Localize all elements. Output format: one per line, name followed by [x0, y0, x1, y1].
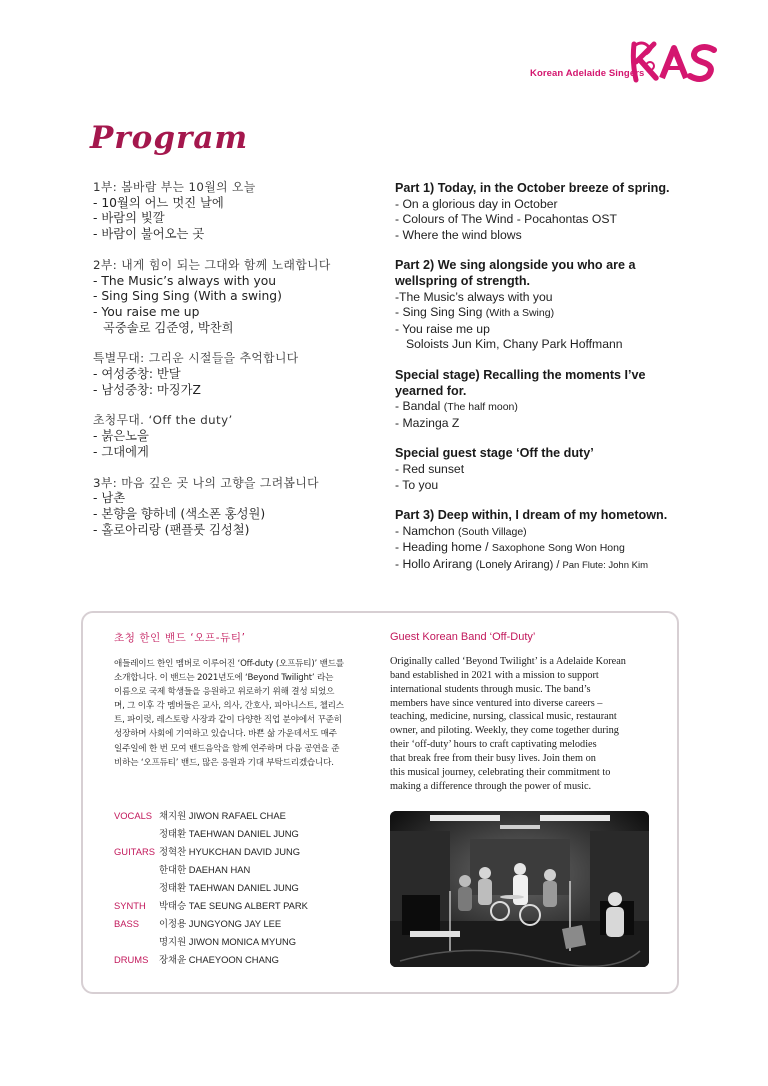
desc-line: making a difference through the power of music.	[390, 780, 592, 792]
desc-line: international students through music. The band’s	[390, 683, 591, 695]
song-item	[395, 557, 685, 574]
member-row	[114, 933, 308, 951]
section-heading: Special stage) Recalling the moments I’ve	[395, 367, 646, 382]
song-item: - Red sunset	[395, 461, 465, 476]
band-description-korean	[114, 657, 370, 770]
program-ko-part3	[93, 476, 383, 539]
desc-line: 일주일에 한 번 모여 밴드음악을 함께 연주하며 다음 공연을 준	[114, 743, 340, 754]
song-item: - 여성중창: 반달	[93, 367, 181, 382]
soloists: Soloists Jun Kim, Chany Park Hoffmann	[406, 337, 623, 352]
member-name: 한대한 DAEHAN HAN	[159, 864, 251, 875]
song-title: - Namchon	[395, 523, 458, 538]
song-subtitle: (The half moon)	[443, 401, 518, 414]
member-row	[114, 861, 308, 879]
member-name: 정태환 TAEHWAN DANIEL JUNG	[159, 882, 299, 893]
band-photo	[390, 811, 649, 967]
member-row	[114, 879, 308, 897]
program-en-guest	[395, 446, 685, 493]
desc-line: teaching, medicine, nursing, classical music, restaurant	[390, 711, 617, 723]
song-item: - Colours of The Wind - Pocahontas OST	[395, 212, 617, 227]
song-item: - 남촌	[93, 491, 126, 506]
soloists: 곡중솔로 김준영, 박찬희	[103, 320, 234, 335]
member-row	[114, 915, 308, 933]
desc-line: Originally called ‘Beyond Twilight’ is a Adelaide Korean	[390, 656, 626, 667]
member-row	[114, 807, 308, 825]
section-heading: 3부: 마음 깊은 곳 나의 고향을 그려봅니다	[93, 475, 319, 490]
band-description-english	[390, 655, 665, 793]
program-ko-part2	[93, 258, 383, 337]
program-ko-part1	[93, 180, 383, 243]
desc-line: 애들레이드 한인 멤버로 이루어진 ‘Off-duty (오프듀티)’ 밴드를	[114, 659, 344, 669]
section-heading: 초청무대. ‘Off the duty’	[93, 413, 233, 428]
section-heading: 특별무대: 그리운 시절들을 추억합니다	[93, 351, 299, 366]
section-heading-cont: wellspring of strength.	[395, 273, 531, 288]
desc-line: this musical journey, celebrating their commitment to	[390, 766, 611, 778]
song-item	[395, 524, 685, 541]
member-role: DRUMS	[114, 954, 149, 965]
song-item: - On a glorious day in October	[395, 196, 558, 211]
band-rehearsal-image	[390, 811, 649, 967]
member-name: 정혁찬 HYUKCHAN DAVID JUNG	[159, 846, 301, 857]
member-name: 장채윤 CHAEYOON CHANG	[159, 954, 279, 965]
desc-line: their ‘off-duty’ hours to craft captivating melodies	[390, 739, 597, 751]
program-en-part3	[395, 508, 685, 573]
program-en-part2	[395, 258, 685, 353]
song-subtitle: (South Village)	[458, 525, 527, 538]
band-title-english: Guest Korean Band ‘Off-Duty’	[390, 631, 536, 643]
song-item: - The Music’s always with you	[93, 273, 277, 288]
desc-line: band established in 2021 with a mission to support	[390, 669, 599, 681]
section-heading: Part 1) Today, in the October breeze of spring.	[395, 181, 670, 195]
song-item: - Mazinga Z	[395, 415, 460, 430]
song-item: - 바람의 빛깔	[93, 211, 165, 226]
desc-line: 비하는 ‘오프듀티’ 밴드, 많은 응원과 기대 부탁드리겠습니다.	[114, 757, 334, 768]
song-title: - Sing Sing Sing	[395, 305, 486, 320]
program-en-special	[395, 368, 685, 431]
song-title: - Hollo Arirang	[395, 556, 476, 571]
member-name: 정태환 TAEHWAN DANIEL JUNG	[159, 828, 299, 839]
program-ko-guest	[93, 413, 383, 460]
song-item: - 붉은노을	[93, 429, 149, 444]
song-item: -The Music’s always with you	[395, 289, 553, 304]
member-role: GUITARS	[114, 846, 155, 857]
member-row	[114, 843, 308, 861]
song-subtitle: (Lonely Arirang) /	[475, 558, 563, 571]
member-role	[114, 879, 159, 897]
member-role	[114, 825, 159, 843]
desc-line: 성장하며 사회에 기여하고 있습니다. 바쁜 삶 가운데서도 매주	[114, 729, 337, 740]
band-member-list	[114, 807, 308, 969]
section-heading: Special guest stage ‘Off the duty’	[395, 446, 594, 461]
song-performer: Pan Flute: John Kim	[562, 559, 648, 571]
member-role	[114, 933, 159, 951]
program-en-part1	[395, 181, 685, 243]
program-ko-special	[93, 351, 383, 398]
member-row	[114, 825, 308, 843]
program-korean	[93, 180, 383, 553]
song-item: - 그대에게	[93, 444, 149, 459]
member-role: VOCALS	[114, 810, 153, 821]
desc-line: 이름으로 국제 학생들을 응원하고 위로하기 위해 결성 되었으	[114, 687, 335, 698]
section-heading: 1부: 봄바람 부는 10월의 오늘	[93, 180, 256, 194]
member-name: 채지원 JIWON RAFAEL CHAE	[159, 810, 286, 821]
section-heading: Part 2) We sing alongside you who are a	[395, 258, 636, 273]
section-heading-cont: yearned for.	[395, 383, 467, 398]
song-subtitle: Saxophone Song Won Hong	[491, 542, 625, 555]
song-item: - 바람이 불어오는 곳	[93, 227, 205, 242]
member-name: 명지원 JIWON MONICA MYUNG	[159, 936, 297, 947]
song-item: - To you	[395, 477, 439, 492]
member-name: 박태승 TAE SEUNG ALBERT PARK	[159, 900, 308, 911]
desc-line: owner, and piloting. Weekly, they come together during	[390, 725, 619, 737]
song-item: - Sing Sing Sing (With a swing)	[93, 289, 282, 304]
page-title: Program	[90, 120, 249, 156]
member-role: SYNTH	[114, 900, 146, 911]
song-title: - Heading home /	[395, 540, 492, 555]
song-item	[395, 305, 685, 322]
member-row	[114, 951, 308, 969]
song-subtitle: (With a Swing)	[485, 307, 555, 320]
section-heading: Part 3) Deep within, I dream of my hometown.	[395, 508, 668, 523]
song-item	[395, 399, 685, 416]
desc-line: 며, 그 이후 각 멤버들은 교사, 의사, 간호사, 피아니스트, 첼리스	[114, 701, 344, 712]
desc-line: 트, 파이럿, 레스토랑 사장과 같이 다양한 직업 분야에서 꾸준히	[114, 715, 342, 726]
member-name: 이정용 JUNGYONG JAY LEE	[159, 918, 282, 929]
member-role	[114, 861, 159, 879]
kas-logo	[628, 36, 720, 84]
member-role: BASS	[114, 918, 140, 929]
song-item: - You raise me up	[395, 321, 490, 336]
song-title: - Bandal	[395, 399, 444, 414]
song-item: - 본향을 향하네 (색소폰 홍성원)	[93, 506, 266, 521]
song-item: - 홀로아리랑 (팬플룻 김성철)	[93, 522, 250, 537]
song-item	[395, 540, 685, 557]
song-item: - Where the wind blows	[395, 227, 522, 242]
org-name: Korean Adelaide Singers	[530, 68, 645, 79]
desc-line: that break free from their busy lives. Join them on	[390, 752, 596, 764]
desc-line: members have since ventured into diverse careers –	[390, 697, 603, 709]
desc-line: 소개합니다. 이 밴드는 2021년도에 ‘Beyond Twilight’ 라는	[114, 673, 334, 684]
program-english	[395, 181, 685, 588]
song-item: - 10월의 어느 멋진 날에	[93, 195, 224, 210]
section-heading: 2부: 내게 힘이 되는 그대와 함께 노래합니다	[93, 257, 331, 272]
song-item: - You raise me up	[93, 304, 200, 319]
song-item: - 남성중창: 마징가Z	[93, 382, 201, 397]
member-row	[114, 897, 308, 915]
band-title-korean: 초청 한인 밴드 ‘오프-듀티’	[114, 632, 246, 644]
